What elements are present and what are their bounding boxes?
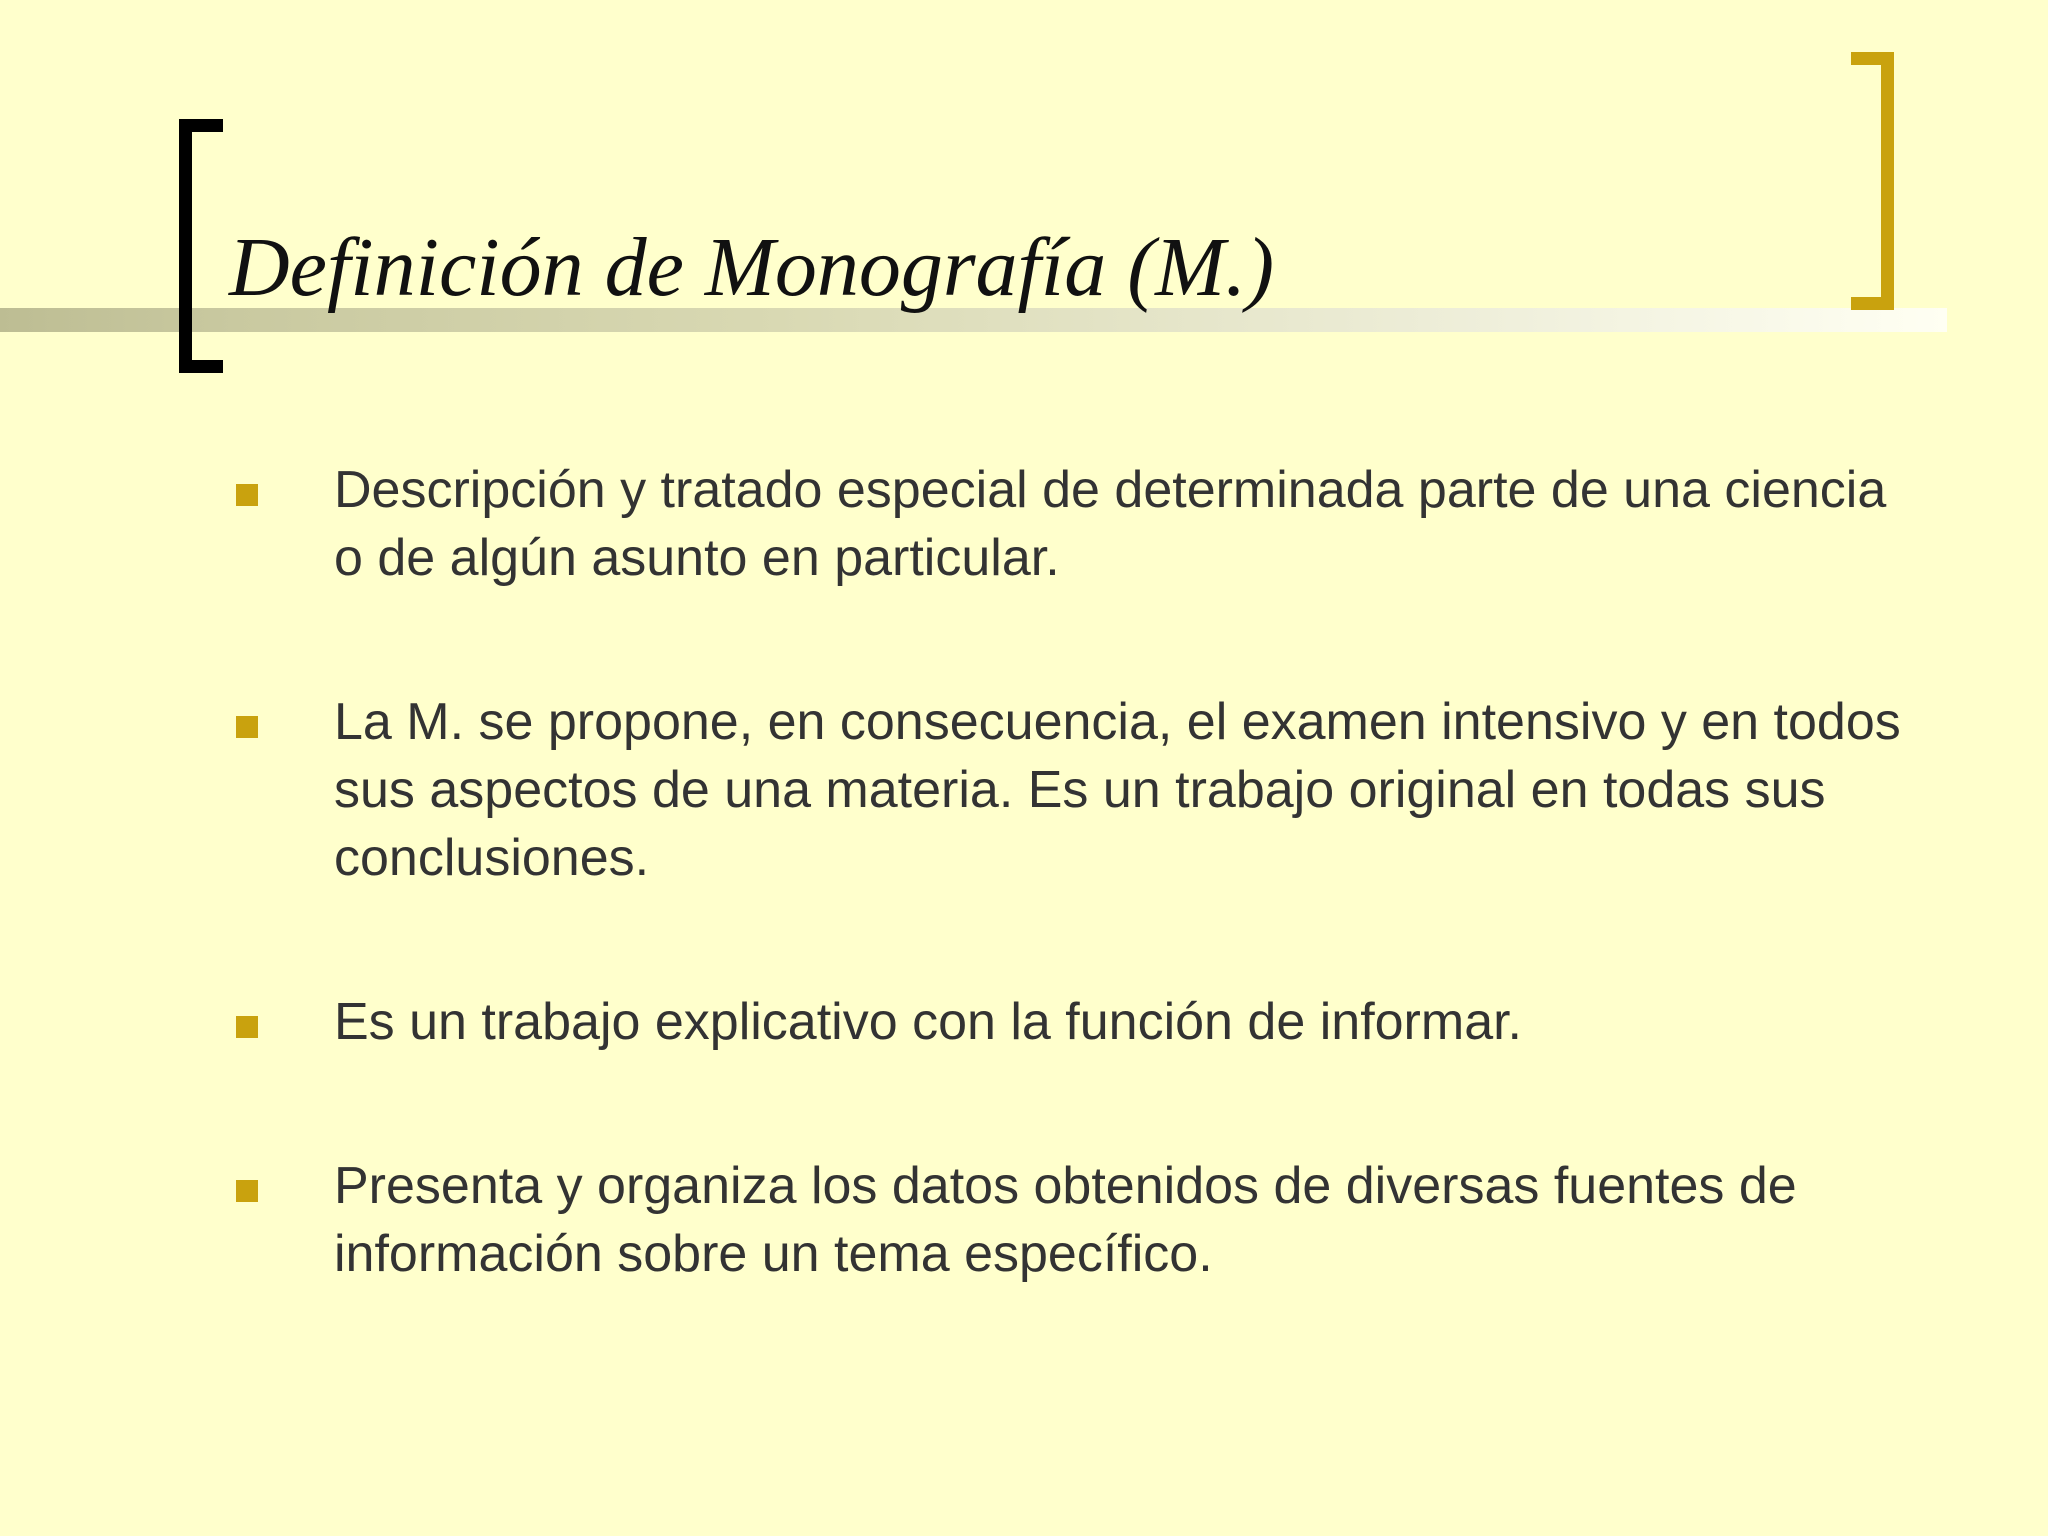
bullet-item: [234, 688, 1914, 892]
bullet-text: La M. se propone, en consecuencia, el examen intensivo y en todos sus aspectos de una materia. Es un trabajo original en todas sus conclusiones.: [334, 693, 1901, 887]
square-bullet-icon: [236, 716, 258, 738]
square-bullet-icon: [236, 1016, 258, 1038]
slide-title: Definición de Monografía (M.): [229, 221, 1275, 314]
bullet-item: [234, 1152, 1914, 1288]
bullet-text: Descripción y tratado especial de determinada parte de una ciencia o de algún asunto en particular.: [334, 461, 1887, 587]
bullet-text: Es un trabajo explicativo con la función de informar.: [334, 993, 1523, 1051]
square-bullet-icon: [236, 1180, 258, 1202]
bullet-text: Presenta y organiza los datos obtenidos de diversas fuentes de información sobre un tema específico.: [334, 1157, 1797, 1283]
bullet-item: [234, 456, 1914, 592]
bullet-list: [234, 456, 1914, 1288]
left-bracket-decoration: [179, 119, 223, 373]
square-bullet-icon: [236, 484, 258, 506]
right-bracket-decoration: [1851, 52, 1894, 310]
bullet-item: [234, 988, 1914, 1056]
